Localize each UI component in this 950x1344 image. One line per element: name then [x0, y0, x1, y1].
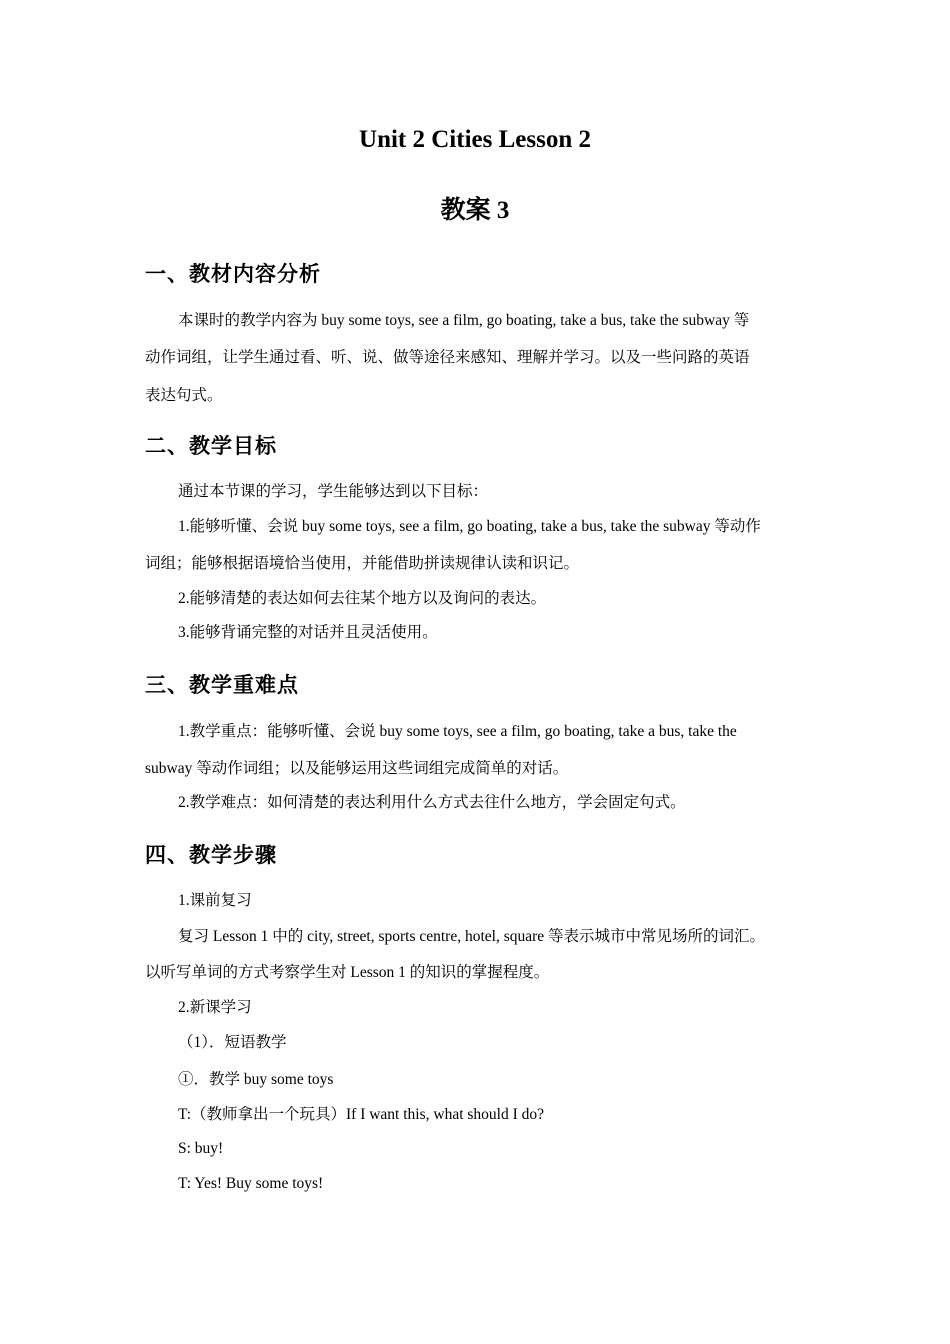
section-heading: 二、教学目标: [145, 434, 277, 458]
document-subtitle: 教案 3: [440, 197, 510, 224]
paragraph-line: 词组；能够根据语境恰当使用，并能借助拼读规律认读和识记。: [145, 555, 580, 572]
document-title: Unit 2 Cities Lesson 2: [359, 126, 591, 153]
section-heading: 三、教学重难点: [145, 673, 299, 697]
paragraph-line: 本课时的教学内容为 buy some toys, see a film, go boating, take a bus, take the subway 等: [178, 312, 750, 329]
paragraph-line: ①．教学 buy some toys: [178, 1071, 334, 1088]
paragraph-line: 2.能够清楚的表达如何去往某个地方以及询问的表达。: [178, 590, 547, 607]
paragraph-line: 1.教学重点：能够听懂、会说 buy some toys, see a film, go boating, take a bus, take the: [178, 723, 737, 740]
paragraph-line: 复习 Lesson 1 中的 city, street, sports centre, hotel, square 等表示城市中常见场所的词汇。: [178, 928, 766, 945]
paragraph-line: subway 等动作词组；以及能够运用这些词组完成简单的对话。: [145, 760, 569, 777]
paragraph-line: 以听写单词的方式考察学生对 Lesson 1 的知识的掌握程度。: [145, 964, 550, 981]
section-heading: 四、教学步骤: [145, 843, 277, 867]
paragraph-line: 1.课前复习: [178, 892, 252, 909]
paragraph-line: 通过本节课的学习，学生能够达到以下目标：: [178, 483, 489, 500]
paragraph-line: 1.能够听懂、会说 buy some toys, see a film, go boating, take a bus, take the subway 等动作: [178, 518, 761, 535]
paragraph-line: 3.能够背诵完整的对话并且灵活使用。: [178, 624, 438, 641]
paragraph-line: T:（教师拿出一个玩具）If I want this, what should I do?: [178, 1106, 545, 1123]
paragraph-line: （1）．短语教学: [178, 1034, 287, 1051]
paragraph-line: S: buy!: [178, 1140, 224, 1157]
paragraph-line: 2.教学难点：如何清楚的表达利用什么方式去往什么地方，学会固定句式。: [178, 794, 686, 811]
paragraph-line: T: Yes! Buy some toys!: [178, 1175, 324, 1192]
paragraph-line: 动作词组，让学生通过看、听、说、做等途径来感知、理解并学习。以及一些问路的英语: [145, 349, 750, 366]
section-heading: 一、教材内容分析: [145, 262, 321, 286]
paragraph-line: 表达句式。: [145, 387, 223, 404]
paragraph-line: 2.新课学习: [178, 999, 252, 1016]
